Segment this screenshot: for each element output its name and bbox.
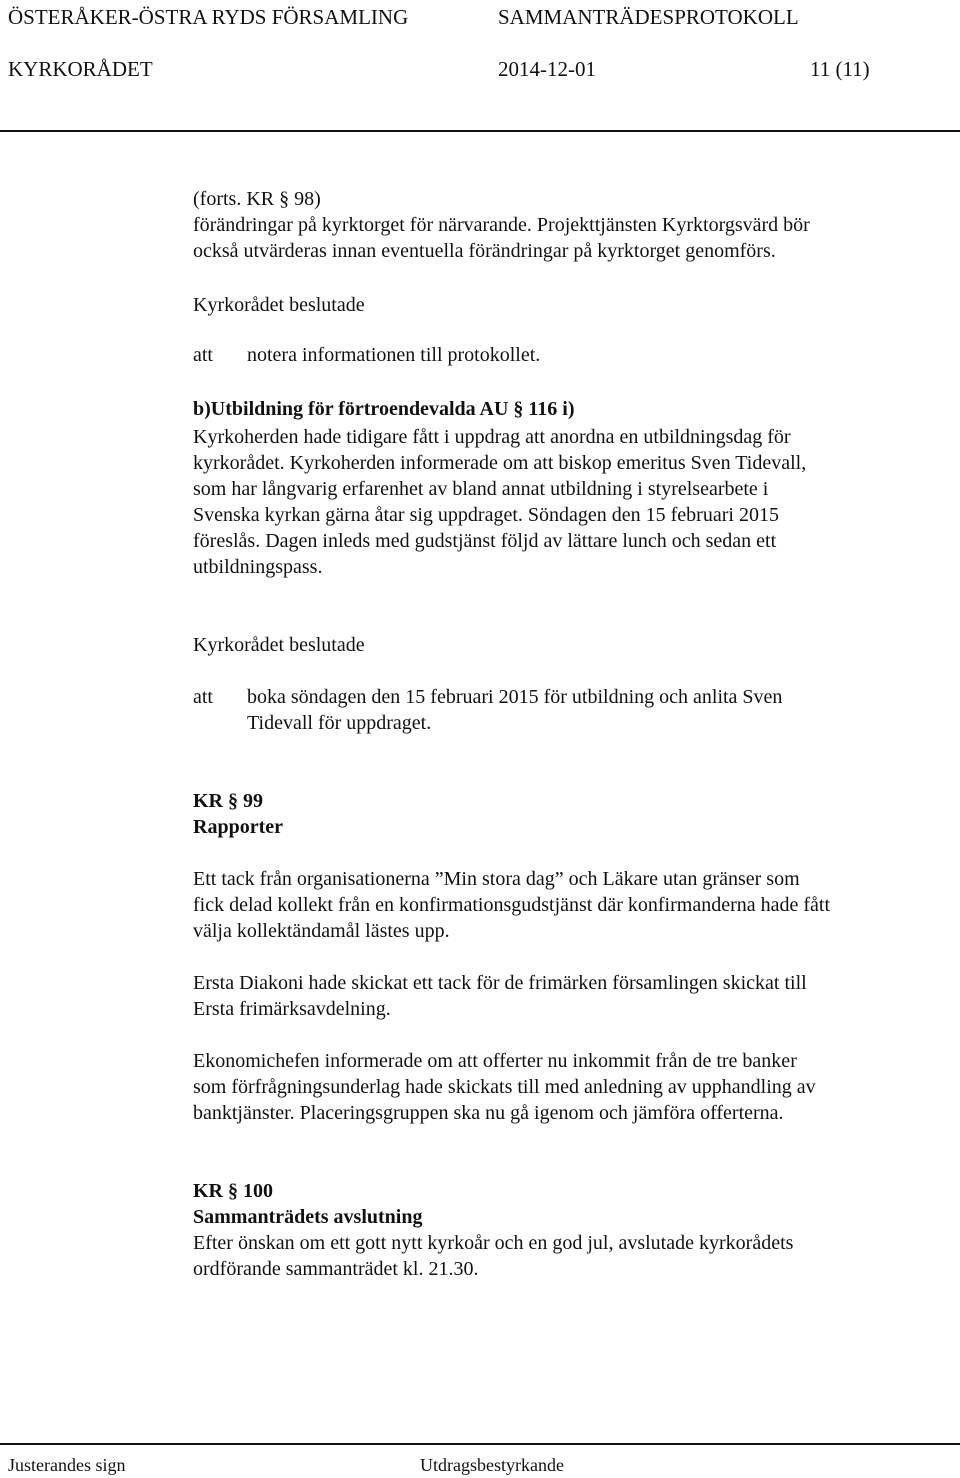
decision-heading: Kyrkorådet beslutade: [193, 294, 365, 316]
paragraph-line: välja kollektändamål lästes upp.: [193, 920, 450, 942]
body-name: KYRKORÅDET: [8, 57, 153, 81]
paragraph-line: också utvärderas innan eventuella förändringar på kyrktorget genomförs.: [193, 240, 776, 262]
section-title: Sammanträdets avslutning: [193, 1206, 423, 1228]
decision-text: notera informationen till protokollet.: [247, 344, 541, 366]
page-number: 11 (11): [810, 57, 870, 81]
section-title: Rapporter: [193, 816, 283, 838]
footer-rule: [0, 1443, 960, 1445]
paragraph-line: förändringar på kyrktorget för närvarande. Projekttjänsten Kyrktorgsvärd bör: [193, 214, 810, 236]
section-number: KR § 100: [193, 1180, 273, 1202]
paragraph-line: kyrkorådet. Kyrkoherden informerade om att biskop emeritus Sven Tidevall,: [193, 452, 807, 474]
paragraph-line: Ekonomichefen informerade om att offerter nu inkommit från de tre banker: [193, 1050, 797, 1072]
parish-name: ÖSTERÅKER-ÖSTRA RYDS FÖRSAMLING: [8, 5, 409, 29]
paragraph-line: som förfrågningsunderlag hade skickats till med anledning av upphandling av: [193, 1076, 816, 1098]
decision-heading: Kyrkorådet beslutade: [193, 634, 365, 656]
att-word: att: [193, 686, 213, 708]
subsection-heading: b)Utbildning för förtroendevalda AU § 116 i): [193, 398, 575, 420]
paragraph-line: Svenska kyrkan gärna åtar sig uppdraget. Söndagen den 15 februari 2015: [193, 504, 779, 526]
document-type: SAMMANTRÄDESPROTOKOLL: [498, 5, 799, 29]
paragraph-line: Ersta frimärksavdelning.: [193, 998, 391, 1020]
paragraph-line: banktjänster. Placeringsgruppen ska nu gå igenom och jämföra offerterna.: [193, 1102, 784, 1124]
paragraph-line: Efter önskan om ett gott nytt kyrkoår och en god jul, avslutade kyrkorådets: [193, 1232, 794, 1254]
paragraph-line: fick delad kollekt från en konfirmationsgudstjänst där konfirmanderna hade fått: [193, 894, 831, 916]
meeting-date: 2014-12-01: [498, 57, 596, 81]
footer-justerandes-sign: Justerandes sign: [8, 1455, 126, 1475]
paragraph-line: Kyrkoherden hade tidigare fått i uppdrag att anordna en utbildningsdag för: [193, 426, 791, 448]
paragraph-line: föreslås. Dagen inleds med gudstjänst följd av lättare lunch och sedan ett: [193, 530, 777, 552]
paragraph-line: Ersta Diakoni hade skickat ett tack för de frimärken församlingen skickat till: [193, 972, 807, 994]
footer-utdragsbestyrkande: Utdragsbestyrkande: [420, 1455, 564, 1475]
continuation-heading: (forts. KR § 98): [193, 188, 321, 210]
paragraph-line: ordförande sammanträdet kl. 21.30.: [193, 1258, 479, 1280]
paragraph-line: utbildningspass.: [193, 556, 323, 578]
decision-text: Tidevall för uppdraget.: [247, 712, 432, 734]
section-number: KR § 99: [193, 790, 263, 812]
paragraph-line: Ett tack från organisationerna ”Min stora dag” och Läkare utan gränser som: [193, 868, 800, 890]
decision-text: boka söndagen den 15 februari 2015 för utbildning och anlita Sven: [247, 686, 783, 708]
header-rule: [0, 130, 960, 132]
paragraph-line: som har långvarig erfarenhet av bland annat utbildning i styrelsearbete i: [193, 478, 769, 500]
att-word: att: [193, 344, 213, 366]
